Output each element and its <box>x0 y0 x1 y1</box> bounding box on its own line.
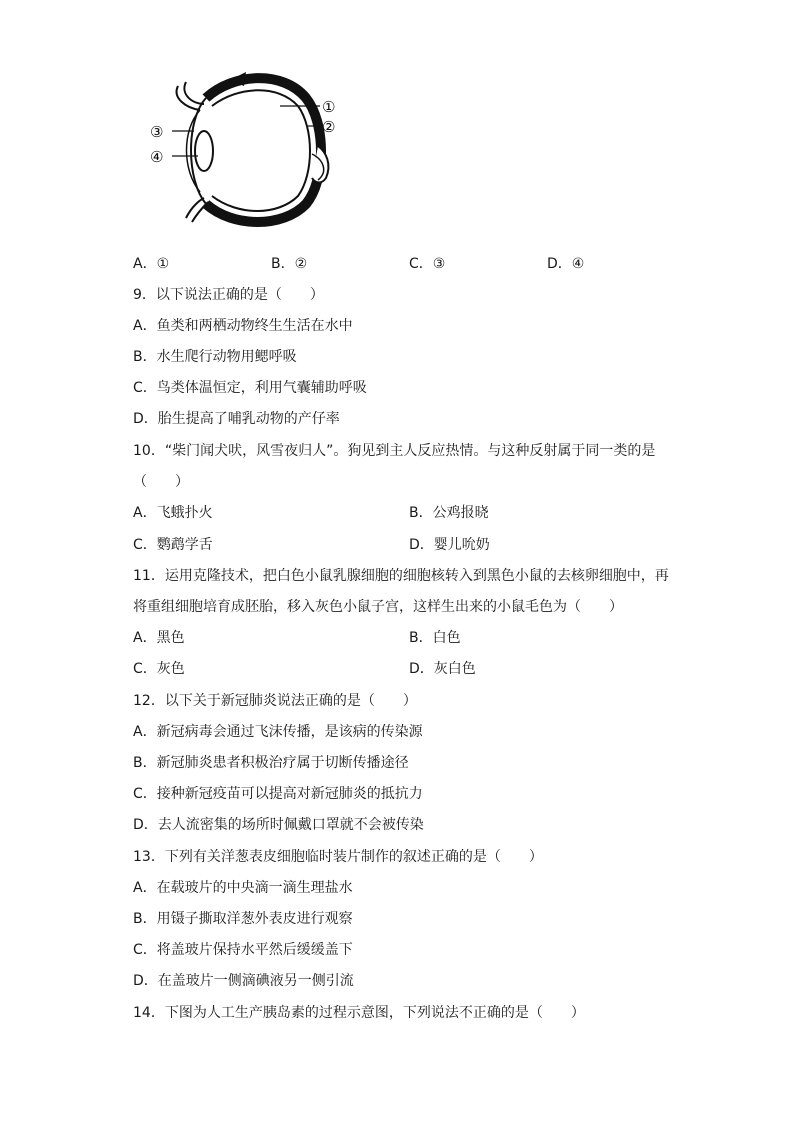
q8-option-b[interactable]: B．② <box>271 256 308 272</box>
q10-option-c[interactable]: C．鹦鹉学舌 <box>133 537 213 553</box>
q12-option-d[interactable]: D．去人流密集的场所时佩戴口罩就不会被传染 <box>133 817 424 833</box>
eye-upper-lid-2 <box>184 82 204 104</box>
q9-option-d[interactable]: D．胎生提高了哺乳动物的产仔率 <box>133 411 340 427</box>
q14-stem: 14．下图为人工生产胰岛素的过程示意图，下列说法不正确的是（ ） <box>133 1005 585 1021</box>
q8-option-c[interactable]: C．③ <box>409 256 446 272</box>
q11-option-b[interactable]: B．白色 <box>409 630 461 646</box>
label-1: ① <box>322 98 336 116</box>
label-3: ③ <box>150 123 164 141</box>
q11-stem-line1: 11．运用克隆技术，把白色小鼠乳腺细胞的细胞核转入到黑色小鼠的去核卵细胞中，再 <box>133 568 669 584</box>
q13-option-b[interactable]: B．用镊子撕取洋葱外表皮进行观察 <box>133 911 353 927</box>
q12-option-c[interactable]: C．接种新冠疫苗可以提高对新冠肺炎的抵抗力 <box>133 786 423 802</box>
q9-option-a[interactable]: A．鱼类和两栖动物终生生活在水中 <box>133 318 353 334</box>
q11-stem-line2: 将重组细胞培育成胚胎，移入灰色小鼠子宫，这样生出来的小鼠毛色为（ ） <box>133 599 623 615</box>
eye-lens <box>195 131 213 171</box>
q11-option-a[interactable]: A．黑色 <box>133 630 185 646</box>
eye-diagram <box>148 68 358 240</box>
q10-option-a[interactable]: A．飞蛾扑火 <box>133 505 213 521</box>
q10-option-b[interactable]: B．公鸡报晓 <box>409 505 489 521</box>
q10-stem-line1: 10．“柴门闻犬吠，风雪夜归人”。狗见到主人反应热情。与这种反射属于同一类的是 <box>133 443 656 459</box>
q12-option-a[interactable]: A．新冠病毒会通过飞沫传播，是该病的传染源 <box>133 724 423 740</box>
eye-diagram-svg <box>148 68 358 240</box>
q10-option-d[interactable]: D．婴儿吮奶 <box>409 537 490 553</box>
q8-option-a[interactable]: A．① <box>133 256 170 272</box>
label-4: ④ <box>150 148 164 166</box>
q13-option-d[interactable]: D．在盖玻片一侧滴碘液另一侧引流 <box>133 973 354 989</box>
label-2: ② <box>322 118 336 136</box>
q13-option-c[interactable]: C．将盖玻片保持水平然后缓缓盖下 <box>133 942 353 958</box>
q11-option-d[interactable]: D．灰白色 <box>409 661 476 677</box>
q10-stem-line2: （ ） <box>133 474 189 490</box>
q12-option-b[interactable]: B．新冠肺炎患者积极治疗属于切断传播途径 <box>133 755 409 771</box>
q9-stem: 9．以下说法正确的是（ ） <box>133 287 324 303</box>
q9-option-c[interactable]: C．鸟类体温恒定，利用气囊辅助呼吸 <box>133 380 367 396</box>
q13-option-a[interactable]: A．在载玻片的中央滴一滴生理盐水 <box>133 880 353 896</box>
eye-inner-wall <box>212 90 310 211</box>
q13-stem: 13．下列有关洋葱表皮细胞临时装片制作的叙述正确的是（ ） <box>133 849 543 865</box>
q11-option-c[interactable]: C．灰色 <box>133 661 185 677</box>
q12-stem: 12．以下关于新冠肺炎说法正确的是（ ） <box>133 693 417 709</box>
q9-option-b[interactable]: B．水生爬行动物用鳃呼吸 <box>133 349 297 365</box>
q8-option-d[interactable]: D．④ <box>547 256 585 272</box>
